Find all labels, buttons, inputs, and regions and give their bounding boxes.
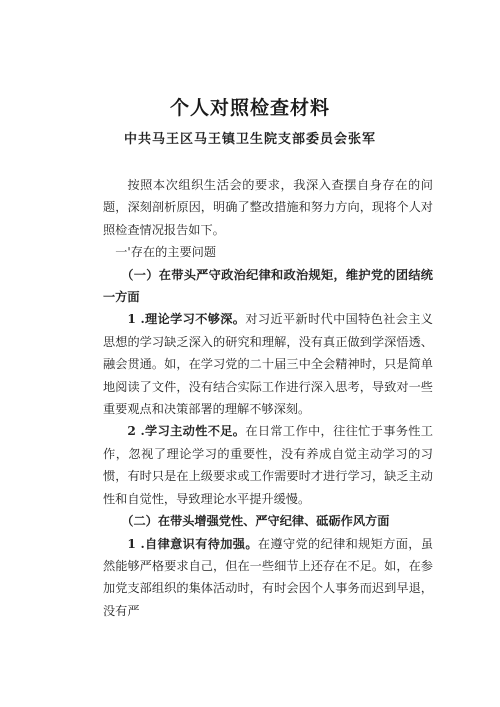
paragraph-3-text: 在遵守党的纪律和规矩方面，虽然能够严格要求自己，但在一些细节上还存在不足。如，在参加党支部组织的集体活动时，有时会因个人事务而迟到早退，没有严 — [103, 536, 434, 618]
section-heading — [103, 241, 433, 263]
document-title: 个人对照检查材料 — [169, 97, 330, 119]
paragraph-2 — [103, 420, 433, 510]
paragraph-3 — [103, 533, 433, 623]
document-subtitle: 中共马王区马王镇卫生院支部委员会张军 — [123, 132, 376, 147]
paragraph-1-lead: 1 .理论学习不够深。 — [127, 312, 246, 327]
subsection-heading-1: （一）在带头严守政治纪律和政治规矩，维护党的团结统一方面 — [103, 267, 433, 305]
paragraph-3-lead: 1 .自律意识有待加强。 — [127, 536, 258, 551]
subsection-heading-2: （二）在带头增强党性、严守纪律、砥砺作风方面 — [121, 514, 390, 529]
paragraph-2-lead: 2 .学习主动性不足。 — [127, 424, 246, 439]
paragraph-1-text: 对习近平新时代中国特色社会主义思想的学习缺乏深入的研究和理解，没有真正做到学深悟透、融会贯通。如，在学习党的二十届三中全会精神时，只是简单地阅读了文件，没有结合实际工作进行深入思考，导致对一些重要观点和决策部署的理解不够深刻。 — [103, 312, 433, 417]
section-heading-text: 一'存在的主要问题 — [115, 245, 217, 260]
intro-paragraph: 按照本次组织生活会的要求，我深入查摆自身存在的问题，深刻剖析原因，明确了整改措施和努力方向，现将个人对照检查情况报告如下。 — [103, 178, 433, 237]
paragraph-1 — [103, 308, 433, 420]
document-body — [103, 174, 433, 622]
paragraph-2-text: 在日常工作中，往往忙于事务性工作，忽视了理论学习的重要性，没有养成自觉主动学习的习惯，有时只是在上级要求或工作需要时才进行学习，缺乏主动性和自觉性，导致理论水平提升缓慢。 — [103, 424, 433, 506]
